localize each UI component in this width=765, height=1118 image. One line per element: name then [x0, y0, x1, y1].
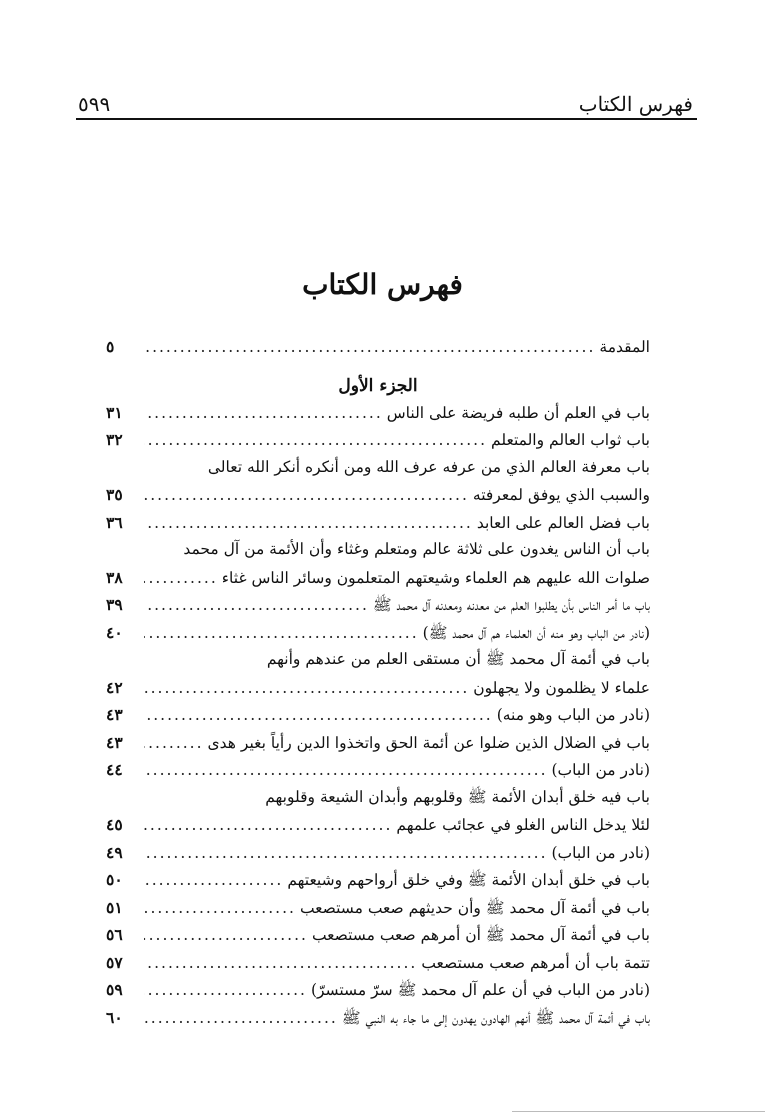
toc-entry	[106, 619, 650, 647]
toc-entry	[106, 921, 650, 949]
dot-leader	[144, 922, 308, 950]
toc-entry-text: باب في أئمة آل محمد ﷺ أنهم الهادون يهدون إلى ما جاء به النبي ﷺ	[341, 1008, 650, 1027]
toc-entry-page: ٥١	[106, 897, 123, 917]
toc-entry-page: ٤٤	[106, 760, 123, 779]
dot-leader	[144, 950, 417, 978]
toc-entry-intro	[106, 333, 650, 361]
dot-leader	[144, 812, 392, 840]
toc-entry-page: ٥٠	[106, 870, 123, 889]
toc-entry-page: ٥٦	[106, 925, 123, 944]
toc-entry-page: ٤٠	[106, 622, 123, 642]
toc-entry-page: ٣٢	[106, 430, 123, 449]
toc-entry-page: ٦٠	[106, 1007, 123, 1027]
dot-leader	[144, 592, 369, 620]
toc-entry	[106, 784, 650, 812]
toc-entry-text: تتمة باب أن أمرهم صعب مستصعب	[421, 953, 650, 972]
toc-entry-text: (نادر من الباب وهو منه أن العلماء هم آل محمد ﷺ)	[422, 623, 650, 642]
toc-entry-text: باب في الضلال الذين ضلوا عن أئمة الحق واتخذوا الدين رأياً بغير هدى	[207, 733, 650, 752]
toc-entry-page: ٣١	[106, 402, 123, 422]
toc-entry	[106, 811, 650, 839]
toc-entry-page: ٥٧	[106, 952, 123, 972]
toc-entry	[106, 976, 650, 1004]
toc-entry	[106, 536, 650, 564]
toc-entry-text: (نادر من الباب وهو منه)	[496, 706, 650, 724]
dot-leader	[144, 867, 283, 895]
dot-leader	[144, 482, 469, 510]
toc-entry	[106, 564, 650, 592]
running-head	[78, 92, 693, 116]
toc-entry	[106, 894, 650, 922]
toc-entry-text: باب أن الناس يغدون على ثلاثة عالم ومتعلم وغثاء وأن الأئمة من آل محمد	[183, 540, 650, 558]
toc-entry-page: ٤٣	[106, 705, 123, 724]
toc-entry-page: ٥٩	[106, 980, 123, 999]
dot-leader	[144, 400, 383, 428]
toc-entry-page: ٤٩	[106, 842, 123, 862]
dot-leader	[144, 730, 204, 758]
toc-entry-text: باب ثواب العالم والمتعلم	[491, 431, 650, 449]
dot-leader	[144, 895, 296, 923]
toc-entry-text: باب في أئمة آل محمد ﷺ أن مستقى العلم من عندهم وأنهم	[266, 650, 650, 668]
dot-leader	[144, 977, 307, 1005]
toc-entry	[106, 674, 650, 702]
toc-entry	[106, 701, 650, 729]
dot-leader	[144, 702, 493, 730]
dot-leader	[144, 510, 473, 538]
toc-entry-text: (نادر من الباب)	[551, 761, 650, 779]
toc-entry-page: ٣٨	[106, 567, 123, 587]
dot-leader	[144, 620, 419, 648]
toc-entry	[106, 591, 650, 619]
toc-entry-page: ٥	[106, 337, 115, 356]
toc-entry-text: باب ما أمر الناس بأن يطلبوا العلم من معدنه ومعدنه آل محمد ﷺ	[372, 596, 650, 614]
dot-leader	[144, 565, 218, 593]
toc-entry	[106, 729, 650, 757]
dot-leader	[144, 840, 548, 868]
page-number: ٥٩٩	[78, 92, 111, 116]
toc-entry	[106, 839, 650, 867]
table-of-contents	[106, 333, 650, 1031]
toc-entry	[106, 426, 650, 454]
dot-leader	[144, 427, 487, 455]
toc-entry-text: والسبب الذي يوفق لمعرفته	[472, 486, 650, 504]
toc-entry-page: ٣٦	[106, 512, 123, 532]
toc-entry	[106, 1004, 650, 1032]
toc-entry-page: ٤٥	[106, 815, 123, 834]
running-head-title: فهرس الكتاب	[578, 92, 693, 116]
toc-entry-text: (نادر من الباب)	[551, 843, 650, 862]
toc-entry-page: ٤٣	[106, 732, 123, 752]
toc-entry-text: باب فيه خلق أبدان الأئمة ﷺ وقلوبهم وأبدان الشيعة وقلوبهم	[265, 787, 650, 806]
toc-entry-text: باب معرفة العالم الذي من عرفه عرف الله ومن أنكره أنكر الله تعالى	[207, 457, 650, 476]
page-title: فهرس الكتاب	[302, 268, 463, 301]
toc-entry-text: (نادر من الباب في أن علم آل محمد ﷺ سرّ مستسرّ)	[310, 981, 650, 999]
toc-entry	[106, 509, 650, 537]
dot-leader	[144, 675, 469, 703]
toc-entry	[106, 866, 650, 894]
toc-entry	[106, 481, 650, 509]
toc-entry	[106, 646, 650, 674]
toc-entry-text: باب في أئمة آل محمد ﷺ وأن حديثهم صعب مستصعب	[299, 898, 650, 917]
toc-entry	[106, 756, 650, 784]
toc-entries	[106, 399, 650, 1032]
toc-entry	[106, 454, 650, 482]
toc-entry-text: باب فضل العالم على العابد	[476, 513, 650, 532]
header-rule	[76, 118, 697, 120]
toc-entry-text: علماء لا يظلمون ولا يجهلون	[473, 678, 650, 697]
toc-entry	[106, 949, 650, 977]
toc-entry-text: المقدمة	[599, 338, 650, 356]
toc-entry-text: صلوات الله عليهم هم العلماء وشيعتهم المتعلمون وسائر الناس غثاء	[221, 568, 650, 587]
toc-entry-page: ٣٥	[106, 485, 123, 504]
dot-leader	[144, 757, 548, 785]
toc-entry	[106, 399, 650, 427]
part-heading: الجزء الأول	[338, 375, 418, 396]
dot-leader	[144, 334, 595, 362]
toc-entry-text: باب في أئمة آل محمد ﷺ أن أمرهم صعب مستصعب	[311, 926, 650, 944]
toc-entry-text: باب في العلم أن طلبه فريضة على الناس	[386, 403, 650, 422]
toc-entry-page: ٤٢	[106, 677, 123, 697]
toc-entry-text: لئلا يدخل الناس الغلو في عجائب علمهم	[396, 816, 650, 834]
toc-entry-page: ٣٩	[106, 595, 123, 614]
bottom-rule	[512, 1111, 765, 1112]
toc-entry-text: باب في خلق أبدان الأئمة ﷺ وفي خلق أرواحهم وشيعتهم	[287, 871, 650, 889]
dot-leader	[144, 1005, 338, 1033]
